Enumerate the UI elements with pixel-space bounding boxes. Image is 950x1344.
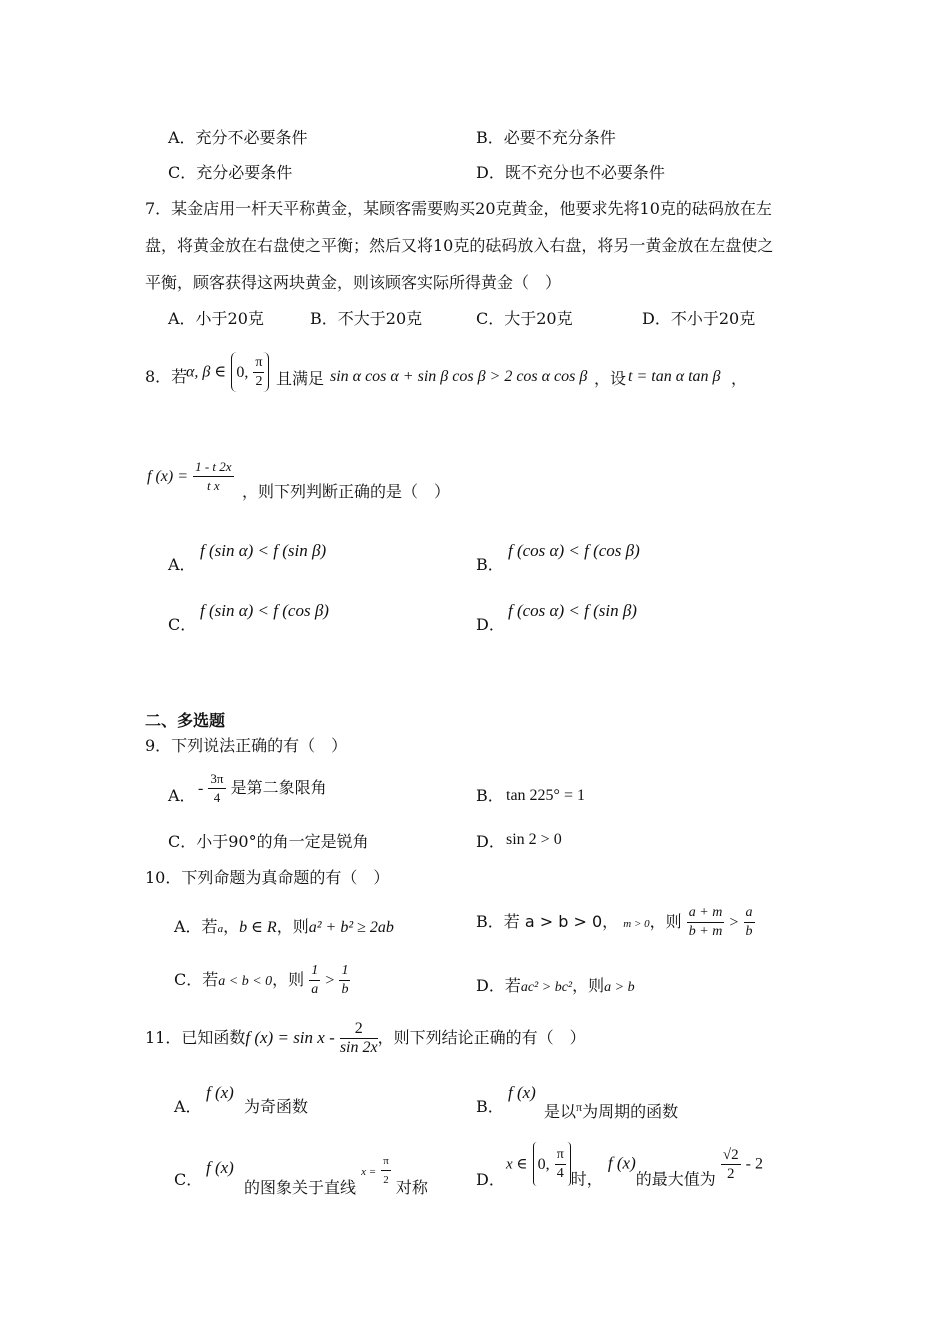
q11-d-f: f (x) [607,1153,636,1173]
q11-a-f: f (x) [206,1083,234,1102]
q9-option-b: tan 225° = 1 [506,787,585,804]
q11-option-d [506,1142,763,1190]
q8-t-def: t = tan α tan β [628,368,721,385]
q11-stem-post: ，则下列结论正确的有（ ） [377,1028,586,1047]
q10-b-cond: a > b > 0 [524,912,603,931]
q11-option-d-label: D． [476,1170,505,1189]
q8-option-a-label: A． [168,555,196,574]
q10-c-den1: a [311,982,319,997]
q8-interval-left: 0, [236,364,249,381]
section-title-multiple-choice: 二、多选题 [145,711,226,730]
q11-d-x: x ∈ [506,1156,528,1173]
q11-b-f: f (x) [508,1083,536,1102]
q11-c-num: π [381,1152,391,1171]
q9-stem: 9．下列说法正确的有（ ） [145,736,348,755]
q7-stem-line2: 盘，将黄金放在右盘使之平衡；然后又将10克的砝码放入右盘，将另一黄金放在左盘使之 [145,236,774,255]
q8-inequality: sin α cos α + sin β cos β > 2 cos α cos β [330,368,588,385]
q11-d-text2: 的最大值为 [635,1169,716,1189]
q8-comma: ， [731,369,748,388]
q9-option-a [198,770,327,807]
q6-option-a: A．充分不必要条件 [168,128,308,147]
q8-option-d-label: D． [476,615,505,634]
q8-f-denominator: t x [207,478,220,493]
q8-mid: 且满足 [276,369,325,388]
q11-option-b-label: B． [476,1097,504,1116]
q8-option-c: f (sin α) < f (cos β) [200,601,329,620]
q11-a-text: 为奇函数 [244,1097,309,1116]
q10-b-mid: ， [602,912,619,931]
q10-c-label: C．若 [174,970,219,989]
q11-option-a-label: A． [174,1097,202,1116]
q11-c-text2: 对称 [395,1178,428,1197]
q7-option-d: D．不小于20克 [642,309,756,328]
q10-c-gt: > [325,972,335,989]
q11-d-root-den: 2 [726,1165,735,1182]
q10-b-den1: b + m [688,924,723,939]
q10-option-b [476,904,755,941]
q10-b-gt: > [729,914,739,931]
q9-a-numerator: 3π [208,770,225,789]
q7-option-c: C．大于20克 [476,309,573,328]
q8-condition [186,352,269,392]
q10-c-num2: 1 [339,962,350,981]
q6-option-c: C．充分必要条件 [168,163,293,182]
q11-option-c-label: C． [174,1170,203,1189]
q10-d-then: ，则 [572,976,605,995]
q9-a-denominator: 4 [213,790,221,805]
q11-f-denominator: sin 2x [339,1039,378,1056]
q6-option-b: B．必要不充分条件 [476,128,616,147]
q11-b-text1: 是以 [544,1102,577,1121]
q9-option-d-label: D． [476,832,505,851]
q8-option-b: f (cos α) < f (cos β) [508,541,640,560]
q10-c-then: ，则 [272,970,305,989]
q11-b-text2: 为周期的函数 [582,1102,679,1121]
q10-c-cond: a < b < 0 [218,974,273,989]
q10-d-cond: ac² > bc² [520,980,573,995]
q10-a-var: a [217,923,224,935]
q11-option-a [206,1083,234,1103]
q8-pi: π [253,354,264,373]
q11-c-x: x = [361,1166,377,1178]
q9-a-minus: - [198,780,204,797]
q10-option-a [174,917,394,939]
q11-stem [145,1020,586,1057]
q9-option-b-label: B． [476,786,504,805]
q10-b-label: B．若 [476,912,520,931]
q11-d-interval: 0, [537,1156,550,1173]
q10-option-c [174,962,350,999]
q8-set-t: ，设 [594,369,627,388]
q11-d-den: 4 [556,1166,564,1181]
q8-option-d: f (cos α) < f (sin β) [508,601,637,620]
q10-c-num1: 1 [309,962,320,981]
q9-a-text: 是第二象限角 [230,778,327,797]
q11-d-num: π [555,1146,566,1165]
q8-two: 2 [255,374,263,389]
q11-d-root-tail: - 2 [745,1155,763,1173]
q11-option-c [244,1152,428,1198]
q8-f-def [147,458,234,495]
q11-stem-pre: 11．已知函数 [145,1028,246,1047]
q7-option-a: A．小于20克 [168,309,264,328]
q7-option-b: B．不大于20克 [310,309,423,328]
q10-a-label: A．若 [174,917,218,936]
q8-alpha-beta: α, β ∈ [186,363,227,381]
q8-option-b-label: B． [476,555,504,574]
q8-question: ，则下列判断正确的是（ ） [242,482,451,501]
q10-b-num1: a + m [687,904,725,923]
q11-f-numerator: 2 [340,1020,378,1039]
q11-b-pi: π [576,1100,583,1114]
q8-f-numerator: 1 - t 2x [193,458,233,477]
q10-a-then: ，则 [276,917,309,936]
q10-b-then: ，则 [649,912,682,931]
q8-option-a: f (sin α) < f (sin β) [200,541,327,560]
q10-b-num2: a [744,904,755,923]
q6-option-d: D．既不充分也不必要条件 [476,163,665,182]
q8-option-c-label: C． [168,615,197,634]
q11-d-root-num: √2 [722,1146,739,1163]
q11-d-text1: 时， [570,1169,603,1189]
q10-option-d [476,976,635,998]
q11-c-den: 2 [383,1174,389,1186]
q10-b-den2: b [745,924,753,939]
q9-option-a-label: A． [168,786,196,805]
q9-option-d: sin 2 > 0 [506,831,562,848]
q10-a-b: b ∈ R [239,919,277,936]
q11-c-text1: 的图象关于直线 [244,1178,357,1197]
q10-c-den2: b [341,982,349,997]
q10-d-result: a > b [604,980,635,995]
q8-f-lhs: f (x) = [147,468,188,485]
q11-c-f: f (x) [206,1158,234,1177]
q10-stem: 10．下列命题为真命题的有（ ） [145,868,390,887]
q7-stem-line1: 7．某金店用一杆天平称黄金，某顾客需要购买20克黄金，他要求先将10克的砝码放在左 [145,199,772,218]
q11-f-def: f (x) = sin x - [245,1028,335,1047]
q10-a-mid: ， [223,917,240,936]
q7-stem-line3: 平衡，顾客获得这两块黄金，则该顾客实际所得黄金（ ） [145,273,562,292]
q11-option-b [544,1097,678,1122]
q10-b-m: m > 0 [623,918,650,930]
q8-number: 8．若 [145,367,188,386]
q9-option-c: C．小于90°的角一定是锐角 [168,832,369,851]
q10-d-label: D．若 [476,976,521,995]
q10-a-ineq: a² + b² ≥ 2ab [308,919,394,936]
